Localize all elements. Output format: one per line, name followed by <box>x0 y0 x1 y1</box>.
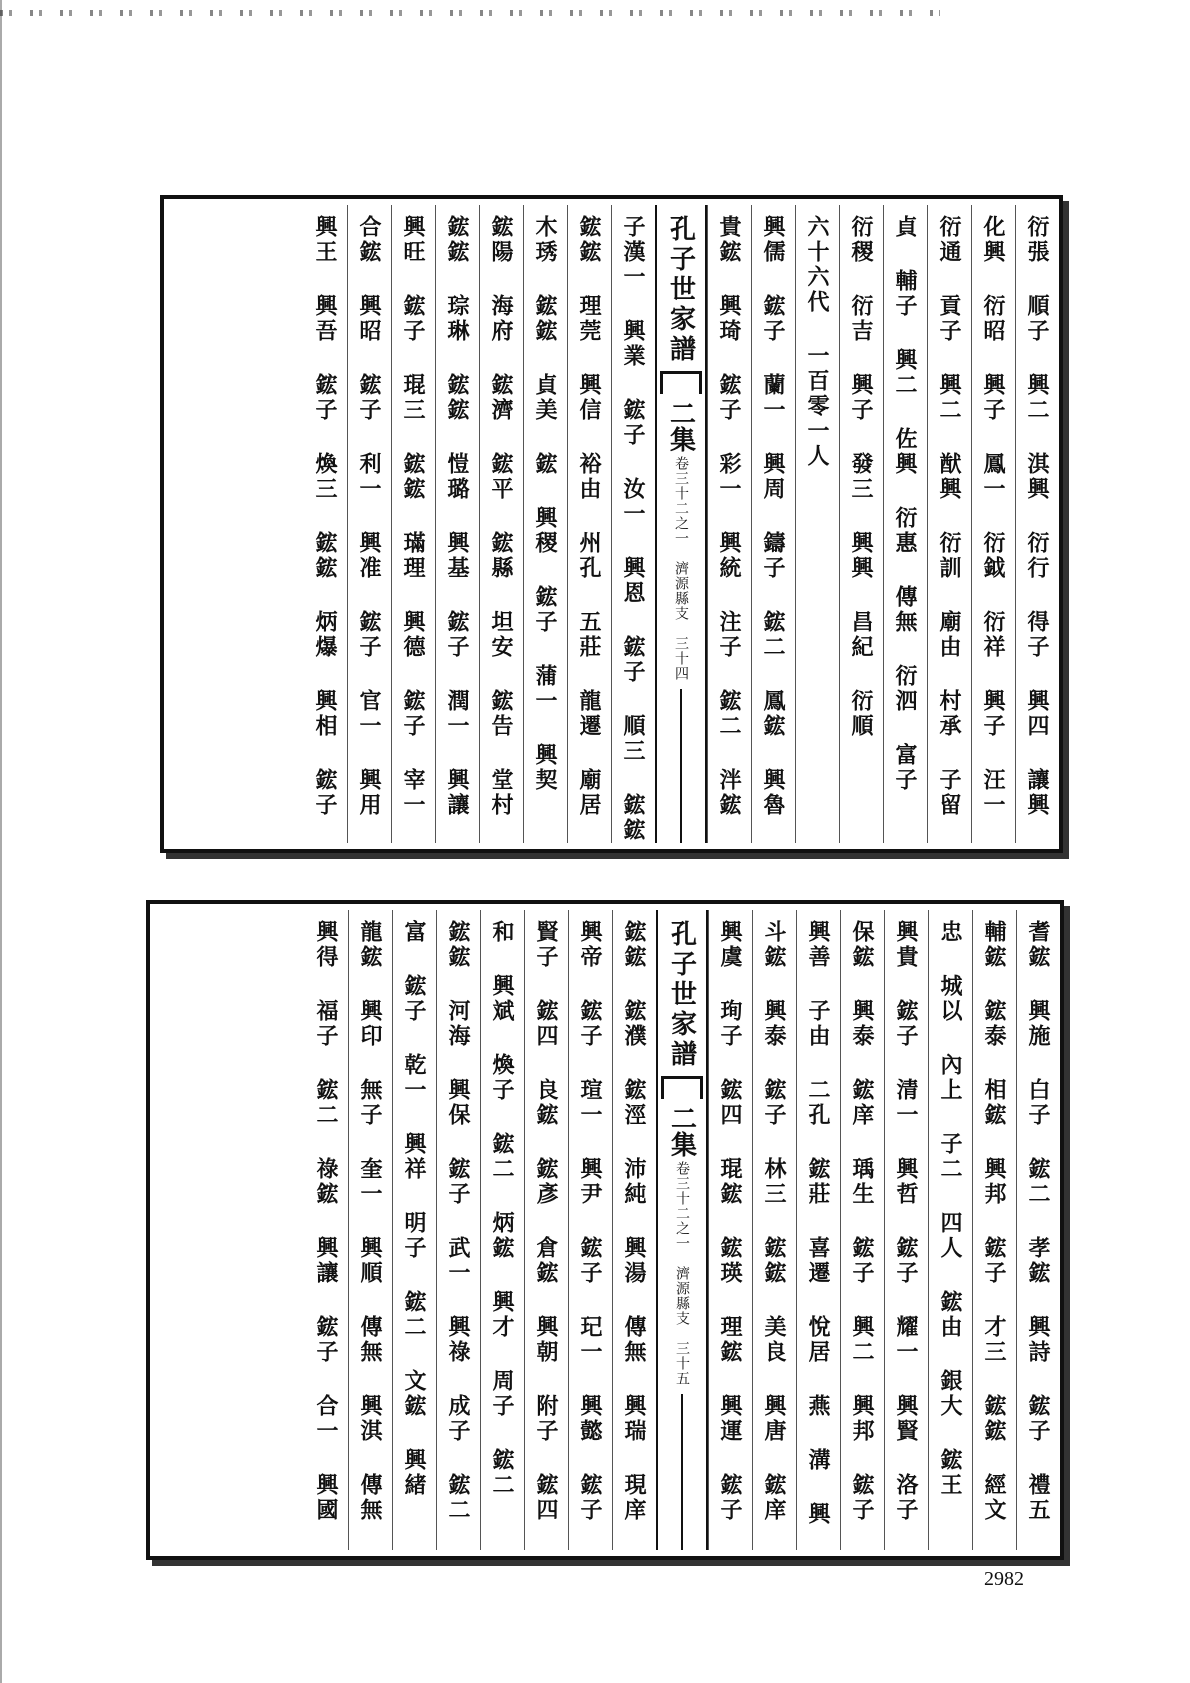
text-column: 木琇 鋐鋐 貞美 鋐 興稷 鋐子 蒲一 興契 <box>523 205 567 843</box>
text-column: 興儒 鋐子 蘭一 興周 鑄子 鋐二 鳳鋐 興魯 <box>751 205 795 843</box>
text-column: 耆鋐 興施 白子 鋐二 孝鋐 興詩 鋐子 禮五 <box>1016 910 1060 1550</box>
text-column: 衍稷 衍吉 興子 發三 興興 昌紀 衍順 <box>839 205 883 843</box>
generation-heading: 六十六代 一百零一人 <box>795 205 839 843</box>
volume-label: 二集 <box>666 1105 697 1157</box>
text-column: 鋐鋐 鋐濮 鋐涇 沛純 興湯 傳無 興瑞 現庠 <box>612 910 656 1550</box>
text-column: 化興 衍昭 興子 鳳一 衍鉞 衍祥 興子 汪一 <box>971 205 1015 843</box>
text-column: 鋐鋐 河海 興保 鋐子 武一 興祿 成子 鋐二 <box>436 910 480 1550</box>
genealogy-page-bottom <box>146 900 1064 1560</box>
text-column: 衍通 貢子 興二 猷興 衍訓 廟由 村承 子留 <box>927 205 971 843</box>
text-column: 興善 子由 二孔 鋐莊 喜遷 悅居 燕 溝 興 <box>796 910 840 1550</box>
center-banner <box>655 205 707 843</box>
text-column: 興帝 鋐子 瑄一 興尹 鋐子 玘一 興懿 鋐子 <box>568 910 612 1550</box>
text-column: 貴鋐 興琦 鋐子 彩一 興統 注子 鋐二 泮鋐 <box>707 205 751 843</box>
fishtail-mark-icon <box>661 1076 703 1099</box>
text-column: 富 鋐子 乾一 興祥 明子 鋐二 文鋐 興緒 <box>392 910 436 1550</box>
text-column: 合鋐 興昭 鋐子 利一 興准 鋐子 官一 興用 <box>347 205 391 843</box>
text-column: 鋐陽 海府 鋐濟 鋐平 鋐縣 坦安 鋐告 堂村 <box>479 205 523 843</box>
text-column: 興王 興吾 鋐子 煥三 鋐鋐 炳爆 興相 鋐子 <box>312 215 338 818</box>
text-column: 鋐鋐 理莞 興信 裕由 州孔 五莊 龍遷 廟居 <box>567 205 611 843</box>
text-column: 衍張 順子 興二 淇興 衍行 得子 興四 讓興 <box>1015 205 1059 843</box>
text-column: 龍鋐 興印 無子 奎一 興順 傳無 興淇 傳無 <box>348 910 392 1550</box>
text-column: 賢子 鋐四 良鋐 鋐彥 倉鋐 興朝 附子 鋐四 <box>524 910 568 1550</box>
text-column: 興得 福子 鋐二 祿鋐 興讓 鋐子 合一 興國 <box>313 920 339 1523</box>
page-number: 2982 <box>984 1568 1024 1590</box>
text-column: 興旺 鋐子 琨三 鋐鋐 璊理 興德 鋐子 宰一 <box>391 205 435 843</box>
volume-label: 二集 <box>665 400 696 452</box>
text-column: 保鋐 興泰 鋐庠 瑀生 鋐子 興二 興邦 鋐子 <box>840 910 884 1550</box>
text-column: 興貴 鋐子 清一 興哲 鋐子 耀一 興賢 洛子 <box>884 910 928 1550</box>
chapter-label: 卷三十二之一 濟源縣支 三十四 <box>673 456 689 681</box>
fishtail-mark-icon <box>660 371 702 394</box>
text-column: 鋐鋐 琮琳 鋐鋐 愷璐 興基 鋐子 潤一 興讓 <box>435 205 479 843</box>
scan-left-edge <box>0 0 2 1683</box>
text-column: 輔鋐 鋐泰 相鋐 興邦 鋐子 才三 鋐鋐 經文 <box>972 910 1016 1550</box>
center-banner <box>656 910 708 1550</box>
text-column: 興虞 珣子 鋐四 琨鋐 鋐瑛 理鋐 興運 鋐子 <box>708 910 752 1550</box>
book-title: 孔子世家譜 <box>666 920 697 1070</box>
text-column: 和 興斌 煥子 鋐二 炳鋐 興才 周子 鋐二 <box>480 910 524 1550</box>
text-column: 忠 城以 內上 子二 四人 鋐由 銀大 鋐王 <box>928 910 972 1550</box>
text-column: 斗鋐 興泰 鋐子 林三 鋐鋐 美良 興唐 鋐庠 <box>752 910 796 1550</box>
genealogy-page-top <box>160 195 1063 853</box>
chapter-label: 卷三十二之一 濟源縣支 三十五 <box>674 1161 690 1386</box>
banner-rule <box>680 689 682 843</box>
text-column: 子漢一 興業 鋐子 汝一 興恩 鋐子 順三 鋐鋐 <box>611 205 655 843</box>
banner-rule <box>681 1394 683 1550</box>
scan-top-noise <box>0 10 940 16</box>
text-column: 貞 輔子 興二 佐興 衍惠 傳無 衍泗 富子 <box>883 205 927 843</box>
book-title: 孔子世家譜 <box>665 215 696 365</box>
